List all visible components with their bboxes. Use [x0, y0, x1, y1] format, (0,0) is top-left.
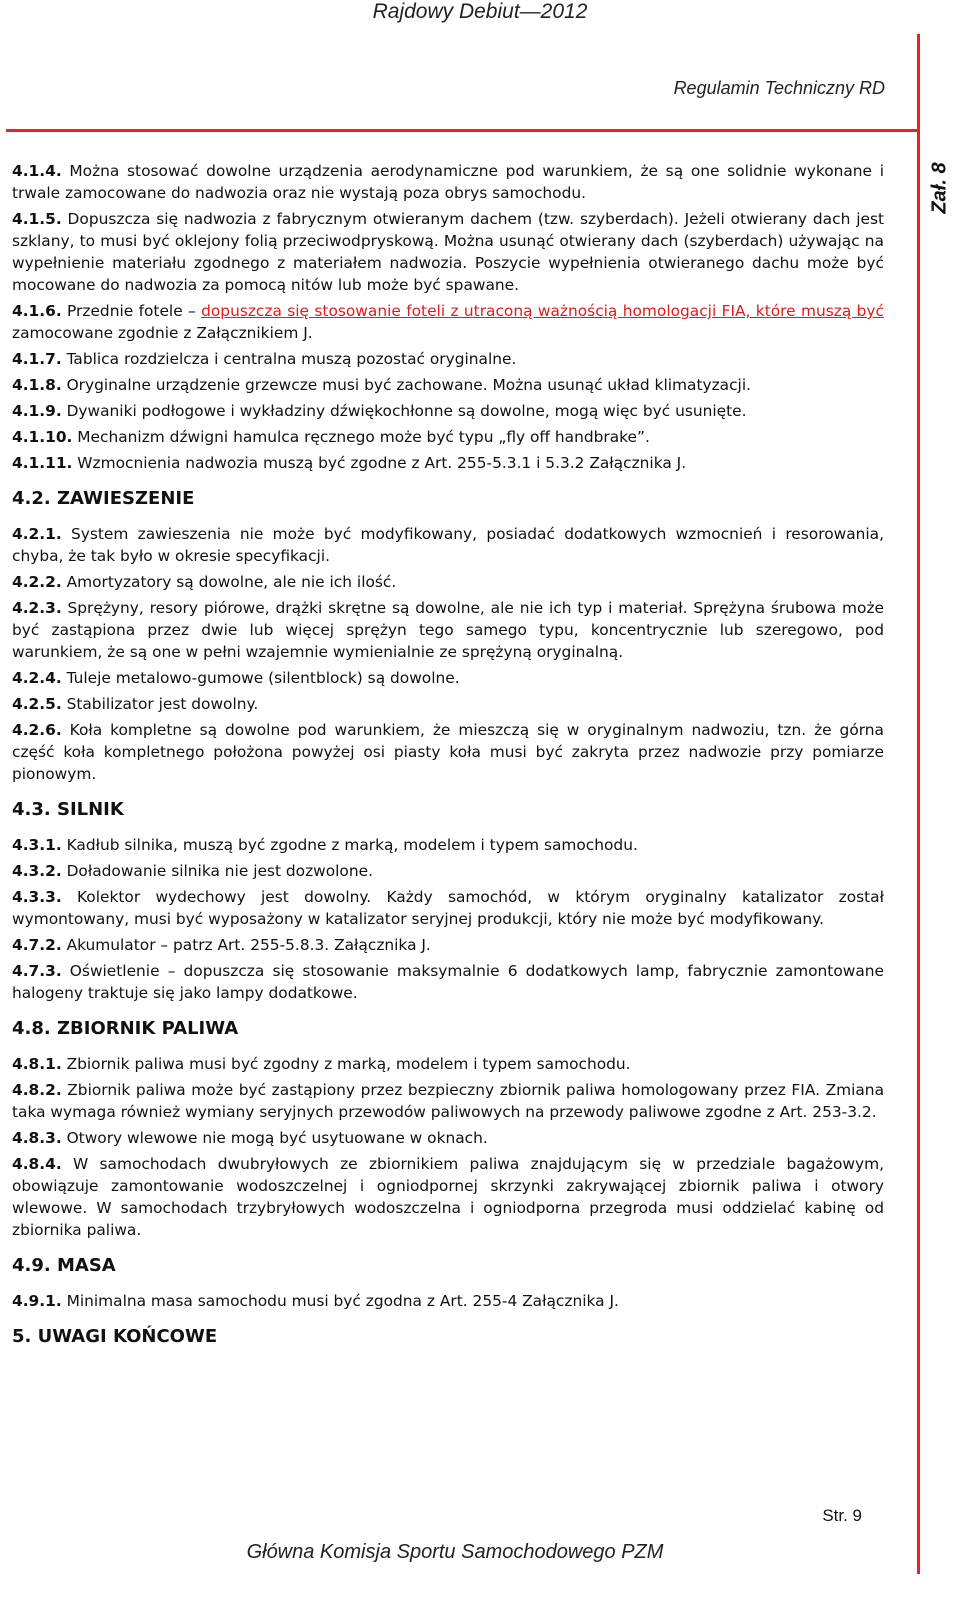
- margin-rule: [917, 34, 920, 1574]
- paragraph: 4.1.6. Przednie fotele – dopuszcza się stosowanie foteli z utraconą ważnością homologacji FIA, które muszą być zamocowane zgodnie z Załącznikiem J.: [12, 302, 884, 342]
- paragraph: 4.1.9. Dywaniki podłogowe i wykładziny dźwiękochłonne są dowolne, mogą więc być usunięte.: [12, 402, 747, 420]
- paragraph: 4.3.3. Kolektor wydechowy jest dowolny. Każdy samochód, w którym oryginalny katalizator został wymontowany, musi być wyposażony w katalizator seryjnej produkcji, który nie może być modyfikowany.: [12, 888, 884, 928]
- paragraph: 4.1.11. Wzmocnienia nadwozia muszą być zgodne z Art. 255-5.3.1 i 5.3.2 Załącznika J.: [12, 454, 687, 472]
- section-heading: 5. UWAGI KOŃCOWE: [12, 1326, 218, 1347]
- footer-organization: Główna Komisja Sportu Samochodowego PZM: [246, 1541, 664, 1563]
- section-heading: 4.8. ZBIORNIK PALIWA: [12, 1018, 239, 1039]
- header-rule: [6, 129, 920, 132]
- paragraph: 4.2.4. Tuleje metalowo-gumowe (silentblock) są dowolne.: [12, 669, 460, 687]
- paragraph: 4.1.7. Tablica rozdzielcza i centralna muszą pozostać oryginalne.: [12, 350, 517, 368]
- paragraph: 4.9.1. Minimalna masa samochodu musi być zgodna z Art. 255-4 Załącznika J.: [12, 1292, 619, 1310]
- amended-text: dopuszcza się stosowanie foteli z utraconą ważnością homologacji FIA, które muszą być: [201, 302, 884, 320]
- paragraph: 4.2.2. Amortyzatory są dowolne, ale nie ich ilość.: [12, 573, 397, 591]
- paragraph: 4.7.3. Oświetlenie – dopuszcza się stosowanie maksymalnie 6 dodatkowych lamp, fabrycznie zamontowane halogeny traktuje się jako lampy dodatkowe.: [12, 962, 884, 1002]
- document-subtitle: Regulamin Techniczny RD: [673, 78, 885, 98]
- paragraph: 4.8.2. Zbiornik paliwa może być zastąpiony przez bezpieczny zbiornik paliwa homologowany przez FIA. Zmiana taka wymaga również wymiany seryjnych przewodów paliwowych na przewody paliwowe zgodne z Art. 253-3.2.: [12, 1081, 884, 1121]
- section-heading: 4.2. ZAWIESZENIE: [12, 488, 195, 509]
- document-title: Rajdowy Debiut—2012: [372, 0, 588, 23]
- document-body: [12, 160, 884, 1361]
- paragraph: 4.1.5. Dopuszcza się nadwozia z fabrycznym otwieranym dachem (tzw. szyberdach). Jeżeli otwierany dach jest szklany, to musi być oklejony folią przeciwodpryskową. Można usunąć otwierany dach (szyberdach) używając na wypełnienie materiału zgodnego z materiałem nadwozia. Poszycie wypełnienia otwieranego dachu może być mocowane do nadwozia za pomocą nitów lub może być spawane.: [12, 210, 884, 294]
- paragraph: 4.3.2. Doładowanie silnika nie jest dozwolone.: [12, 862, 373, 880]
- paragraph: 4.8.1. Zbiornik paliwa musi być zgodny z marką, modelem i typem samochodu.: [12, 1055, 631, 1073]
- paragraph: 4.2.1. System zawieszenia nie może być modyfikowany, posiadać dodatkowych wzmocnień i resorowania, chyba, że tak było w okresie specyfikacji.: [12, 525, 884, 565]
- section-heading: 4.3. SILNIK: [12, 799, 124, 820]
- paragraph: 4.2.3. Sprężyny, resory piórowe, drążki skrętne są dowolne, ale nie ich typ i materiał. Sprężyna śrubowa może być zastąpiona przez dwie lub więcej sprężyn tego samego typu, koncentrycznie lub szeregowo, pod warunkiem, że są one w pełni wzajemnie wymienialnie ze sprężyną oryginalną.: [12, 599, 884, 661]
- paragraph: 4.7.2. Akumulator – patrz Art. 255-5.8.3. Załącznika J.: [12, 936, 431, 954]
- section-heading: 4.9. MASA: [12, 1255, 116, 1276]
- paragraph: 4.1.8. Oryginalne urządzenie grzewcze musi być zachowane. Można usunąć układ klimatyzacji.: [12, 376, 752, 394]
- paragraph: 4.2.5. Stabilizator jest dowolny.: [12, 695, 259, 713]
- side-label: Zał. 8: [928, 162, 951, 214]
- paragraph: 4.8.4. W samochodach dwubryłowych ze zbiornikiem paliwa znajdującym się w przedziale bagażowym, obowiązuje zamontowanie wodoszczelnej i ogniodpornej skrzynki zakrywającej zbiornik paliwa i otwory wlewowe. W samochodach trzybryłowych wodoszczelna i ogniodporna przegroda musi oddzielać kabinę od zbiornika paliwa.: [12, 1155, 884, 1239]
- paragraph: 4.3.1. Kadłub silnika, muszą być zgodne z marką, modelem i typem samochodu.: [12, 836, 638, 854]
- paragraph: 4.1.10. Mechanizm dźwigni hamulca ręcznego może być typu „fly off handbrake”.: [12, 428, 650, 446]
- paragraph: 4.8.3. Otwory wlewowe nie mogą być usytuowane w oknach.: [12, 1129, 488, 1147]
- page-number: Str. 9: [822, 1506, 862, 1525]
- paragraph: 4.1.4. Można stosować dowolne urządzenia aerodynamiczne pod warunkiem, że są one solidnie wykonane i trwale zamocowane do nadwozia oraz nie wystają poza obrys samochodu.: [12, 162, 884, 202]
- paragraph: 4.2.6. Koła kompletne są dowolne pod warunkiem, że mieszczą się w oryginalnym nadwoziu, tzn. że górna część koła kompletnego położona powyżej osi piasty koła musi być zakryta przez nadwozie przy pomiarze pionowym.: [12, 721, 884, 783]
